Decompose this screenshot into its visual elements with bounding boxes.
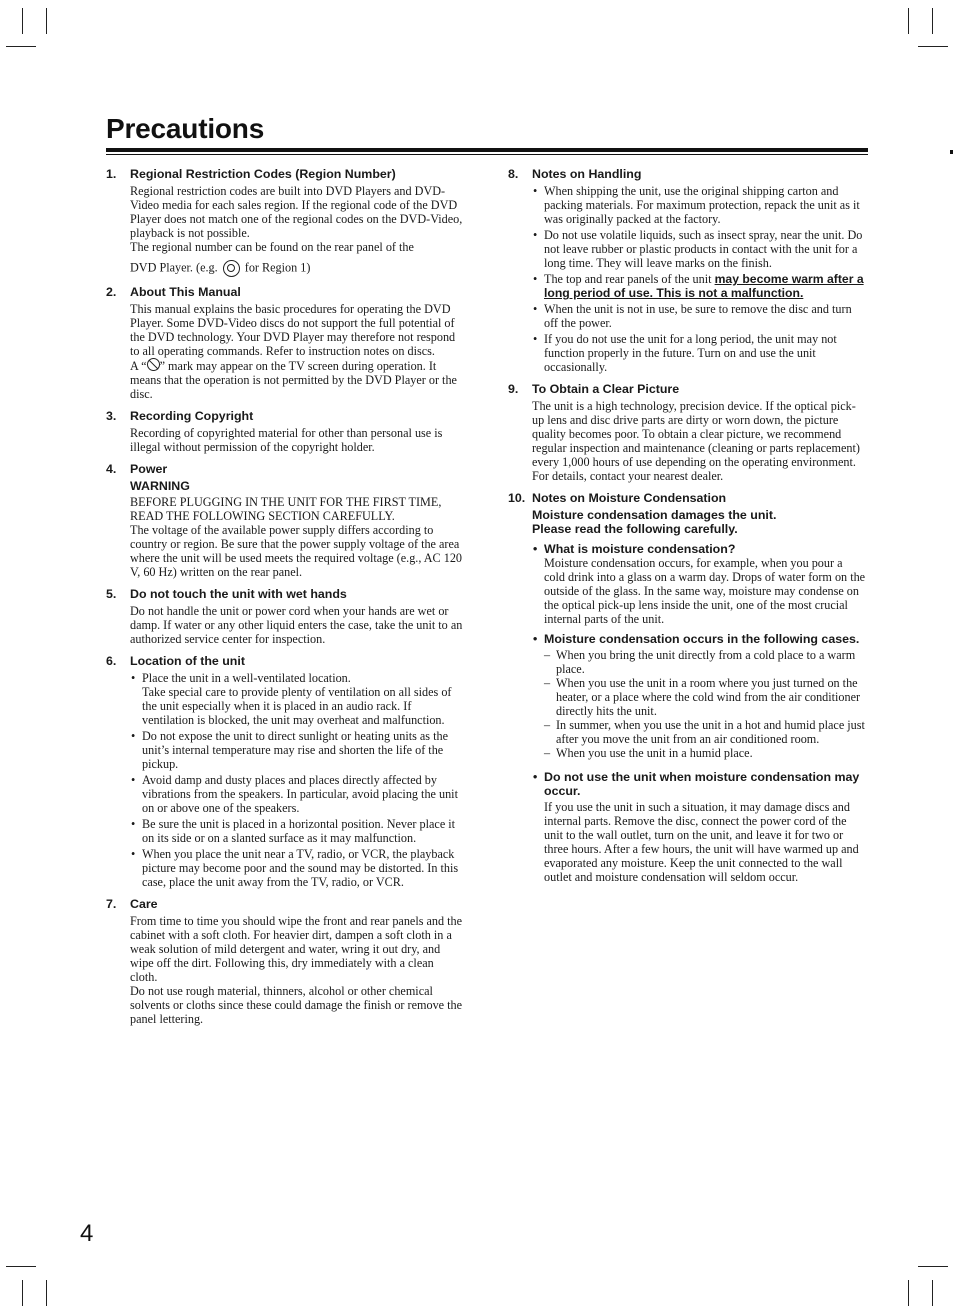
section-power: [106, 462, 464, 579]
paragraph: Moisture condensation occurs, for example, when you pour a cold drink into a glass on a warm day. Drops of water form on the outside of the glass. In the same way, moisture may condense on the optical pick-up lens inside the unit, one of the most crucial internal parts of the unit.: [544, 556, 866, 626]
subsection-heading: • Moisture condensation occurs in the following cases.: [544, 632, 860, 646]
list-item: • The top and rear panels of the unit may become warm after a long period of use. This is not a malfunction.: [532, 272, 866, 300]
title-rule-thin: [106, 154, 868, 155]
list-item: • Avoid damp and dusty places and places directly affected by vibrations from the speakers. In particular, avoid placing the unit on or above one of the speakers.: [130, 773, 464, 815]
warning-label: WARNING: [130, 479, 190, 493]
crop-mark: [22, 8, 23, 34]
list-item: • When the unit is not in use, be sure to remove the disc and turn off the power.: [532, 302, 866, 330]
warning-text: BEFORE PLUGGING IN THE UNIT FOR THE FIRST TIME, READ THE FOLLOWING SECTION CAREFULLY.: [130, 495, 442, 523]
paragraph: Do not use rough material, thinners, alcohol or other chemical solvents or cloths since these could damage the finish or remove the panel lettering.: [130, 984, 463, 1026]
subsection-heading: • What is moisture condensation?: [544, 542, 736, 556]
list-item: • Be sure the unit is placed in a horizontal position. Never place it on its side or on a slanted surface as it may malfunction.: [130, 817, 464, 845]
section-care: [106, 897, 464, 1026]
section-heading: 3. Recording Copyright: [106, 409, 254, 423]
paragraph: A “ ” mark may appear on the TV screen during operation. It means that the operation is not permitted by the DVD Player or the disc.: [130, 359, 457, 401]
crop-mark: [6, 1266, 36, 1267]
section-heading: 9. To Obtain a Clear Picture: [508, 382, 680, 396]
crop-mark: [932, 1280, 933, 1306]
crop-mark: [908, 8, 909, 34]
section-heading: 10. Notes on Moisture Condensation: [508, 491, 727, 505]
list-item: – When you bring the unit directly from a cold place to a warm place.: [544, 648, 866, 676]
crop-mark: [6, 46, 36, 47]
lead-text: Moisture condensation damages the unit.: [532, 508, 777, 522]
prohibited-icon: [147, 358, 160, 371]
list-item: • When you place the unit near a TV, radio, or VCR, the playback picture may become poor and the sound may be distorted. In this case, place the unit away from the TV, radio, or VCR.: [130, 847, 464, 889]
section-heading: 4. Power: [106, 462, 168, 476]
list-item: • Do not use volatile liquids, such as insect spray, near the unit. Do not leave rubber or plastic products in contact with the unit for a long time. They will leave marks on the finish.: [532, 228, 866, 270]
list-item: • Place the unit in a well-ventilated location. Take special care to provide plenty of ventilation on all sides of the unit especially when it is placed in an audio rack. If ventilation is blocked, the unit may overheat and malfunction.: [130, 671, 464, 727]
list-item: • Do not expose the unit to direct sunlight or heating units as the unit’s internal temperature may rise and shorten the life of the pickup.: [130, 729, 464, 771]
left-column: [106, 167, 464, 1034]
subsection-what-is: [532, 542, 866, 626]
subsection-do-not-use: [532, 770, 866, 884]
right-column: [508, 167, 866, 892]
emphasis-text: may become warm after a long period of use. This is not a malfunction.: [544, 272, 864, 300]
paragraph: From time to time you should wipe the front and rear panels and the cabinet with a soft cloth. For heavier dirt, dampen a soft cloth in a weak solution of mild detergent and water, wring it out dry, and wipe off the dirt. Following this, dry immediately with a clean cloth.: [130, 914, 463, 984]
subsection-heading: • Do not use the unit when moisture condensation may occur.: [544, 770, 860, 798]
section-about-manual: [106, 285, 464, 401]
section-clear-picture: [508, 382, 866, 483]
crop-mark: [918, 46, 948, 47]
section-recording-copyright: [106, 409, 464, 454]
crop-mark: [46, 8, 47, 34]
section-handling: [508, 167, 866, 374]
section-heading: 8. Notes on Handling: [508, 167, 642, 181]
paragraph: Recording of copyrighted material for other than personal use is illegal without permission of the copyright holder.: [130, 426, 443, 454]
subsection-cases: [532, 632, 866, 760]
section-heading: 1. Regional Restriction Codes (Region Number): [106, 167, 396, 181]
section-regional-codes: [106, 167, 464, 277]
paragraph: Do not handle the unit or power cord when your hands are wet or damp. If water or any other liquid enters the case, take the unit to an authorized service center for inspection.: [130, 604, 463, 646]
crop-mark: [22, 1280, 23, 1306]
page-title: Precautions: [106, 113, 265, 144]
section-heading: 5. Do not touch the unit with wet hands: [106, 587, 347, 601]
paragraph: DVD Player. (e.g. for Region 1): [130, 260, 464, 277]
section-heading: 7. Care: [106, 897, 158, 911]
title-rule: [106, 148, 868, 152]
edge-mark: [950, 150, 953, 154]
section-heading: 2. About This Manual: [106, 285, 241, 299]
list-item: • If you do not use the unit for a long period, the unit may not function properly in the future. Turn on and use the unit occasionally.: [532, 332, 866, 374]
list-item: – When you use the unit in a humid place.: [544, 746, 866, 760]
lead-text: Please read the following carefully.: [532, 522, 738, 536]
region-globe-icon: [223, 260, 240, 277]
list-item: – When you use the unit in a room where you just turned on the heater, or a place where the cold wind from the air conditioner directly hits the unit.: [544, 676, 866, 718]
section-location: [106, 654, 464, 889]
section-heading: 6. Location of the unit: [106, 654, 245, 668]
section-wet-hands: [106, 587, 464, 646]
page-number: 4: [80, 1220, 94, 1247]
list-item: • When shipping the unit, use the original shipping carton and packing materials. For maximum protection, repack the unit as it was originally packed at the factory.: [532, 184, 866, 226]
paragraph: This manual explains the basic procedures for operating the DVD Player. Some DVD-Video discs do not support the full potential of the DVD technology. Your DVD Player may therefore not respond to all operating commands. Refer to instruction notes on discs.: [130, 302, 456, 358]
paragraph: Regional restriction codes are built into DVD Players and DVD-Video media for each sales region. If the regional code of the DVD Player does not match one of the regional codes on the DVD-Video, playback is not possible.: [130, 184, 463, 240]
list-item: – In summer, when you use the unit in a hot and humid place just after you move the unit from an air conditioned room.: [544, 718, 866, 746]
crop-mark: [932, 8, 933, 34]
crop-mark: [46, 1280, 47, 1306]
paragraph: The unit is a high technology, precision device. If the optical pick-up lens and disc drive parts are dirty or worn down, the picture quality becomes poor. To obtain a clear picture, we recommend regular inspection and maintenance (cleaning or parts replacement) every 1,000 hours of use depending on the operating environment. For details, contact your nearest dealer.: [532, 399, 860, 483]
crop-mark: [908, 1280, 909, 1306]
paragraph: The regional number can be found on the rear panel of the: [130, 240, 414, 254]
section-moisture: [508, 491, 866, 884]
paragraph: If you use the unit in such a situation, it may damage discs and internal parts. Remove the disc, connect the power cord of the unit to the wall outlet, turn on the unit, and leave it for two or three hours. After a few hours, the unit will have warmed up and evaporated any moisture. Keep the unit connected to the wall outlet and moisture condensation will seldom occur.: [544, 800, 859, 884]
crop-mark: [918, 1266, 948, 1267]
paragraph: The voltage of the available power supply differs according to country or region. Be sure that the power supply voltage of the area where the unit will be used meets the required voltage (e.g., AC 120 V, 60 Hz) written on the rear panel.: [130, 523, 463, 579]
